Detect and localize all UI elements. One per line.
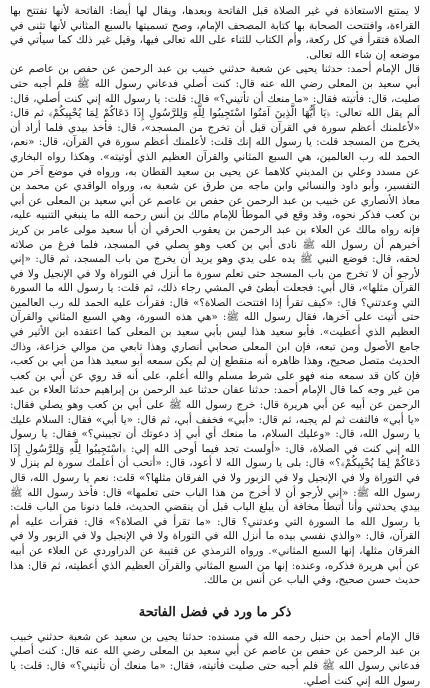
body-paragraph-1: لا يمتنع الاستعاذة في غير الصلاة قبل الفاتحة وبعدها، ويقال لها أيضا: الفاتحة لأنها تفتتح بها القراءة، وافتتحت الصحابة بها كتابة المصحف الإمام، وصح تسميتها بالسبع المثاني لأنها تثنى في الصلاة فتقرأ في كل ركعة، وأم الكتاب للثناء على الله تعالى فيها، وقيل غير ذلك كما سيأتي في موضعه إن شاء الله تعالى. [10,5,420,61]
body-paragraph-2: قال الإمام أحمد: حدثنا يحيى عن شعبة حدثني خبيب بن عبد الرحمن عن حفص بن عاصم عن أبي سعيد بن المعلى رضي الله عنه قال: كنت أصلي فدعاني رسول الله ﷺ فلم أجبه حتى صليت، قال: فأتيته فقال: «ما منعك أن تأتيني؟» قال: قلت: يا رسول الله إني كنت أصلي، قال: ألم يقل الله تعالى: ﴿يَا أَيُّهَا الَّذِينَ آمَنُوا اسْتَجِيبُوا لِلَّهِ وَلِلرَّسُولِ إِذَا دَعَاكُمْ لِمَا يُحْيِيكُمْ﴾ ثم قال: «لأعلمنك أعظم سورة في القرآن قبل أن تخرج من المسجد»، قال: فأخذ بيدي فلما أراد أن يخرج من المسجد قلت: يا رسول الله إنك قلت: لأعلمنك أعظم سورة في القرآن، قال: «نعم، الحمد لله رب العالمين، هي السبع المثاني والقرآن العظيم الذي أوتيته». وهكذا رواه البخاري عن مسدد وعلي بن المديني كلاهما عن يحيى بن سعيد القطان به، ورواه في موضع آخر من التفسير، وأبو داود والنسائي وابن ماجه من طرق عن شعبة به، ورواه الواقدي عن محمد بن معاذ الأنصاري عن خبيب بن عبد الرحمن عن حفص بن عاصم عن أبي سعيد بن المعلى عن أبي بن كعب فذكر نحوه، وقد وقع في الموطأ للإمام مالك بن أنس رحمه الله ما ينبغي التنبيه عليه، فإنه رواه مالك عن العلاء بن عبد الرحمن بن يعقوب الحرقي أن أبا سعيد مولى عامر بن كريز أخبرهم أن رسول الله ﷺ نادى أبي بن كعب وهو يصلي في المسجد، فلما فرغ من صلاته لحقه، قال: فوضع النبي ﷺ يده على يدي وهو يريد أن يخرج من باب المسجد، ثم قال: «إني لأرجو أن لا تخرج من باب المسجد حتى تعلم سورة ما أنزل في التوراة ولا في الإنجيل ولا في القرآن مثلها»، قال أبي: فجعلت أبطئ في المشي رجاء ذلك، ثم قلت: يا رسول الله ما السورة التي وعدتني؟ قال: «كيف تقرأ إذا افتتحت الصلاة؟» قال: فقرأت عليه الحمد لله رب العالمين حتى أتيت على آخرها، فقال رسول الله ﷺ: «هي هذه السورة، وهي السبع المثاني والقرآن العظيم الذي أعطيت». فأبو سعيد هذا ليس بأبي سعيد بن المعلى كما اعتقده ابن الأثير في جامع الأصول ومن تبعه، فإن ابن المعلى صحابي أنصاري وهذا تابعي من موالي خزاعة، وذاك الحديث متصل صحيح، وهذا ظاهره أنه منقطع إن لم يكن سمعه أبو سعيد هذا من أبي بن كعب، فإن كان قد سمعه منه فهو على شرط مسلم والله أعلم، على أنه قد روي عن أبي بن كعب من غير وجه كما قال الإمام أحمد: حدثنا عفان حدثنا عبد الرحمن بن إبراهيم حدثنا العلاء بن عبد الرحمن عن أبيه عن أبي هريرة قال: خرج رسول الله ﷺ على أبي بن كعب وهو يصلي فقال: «يا أبي» فالتفت ثم لم يجبه، ثم قال: «أبي» فخفف أبي، ثم قال: «يا أبي» فقال: السلام عليك يا رسول الله، قال: «وعليك السلام، ما منعك أي أبي إذ دعوتك أن تجيبني؟» فقال: يا رسول الله إني كنت في الصلاة، قال: «أولست تجد فيما أوحى الله إلي: ﴿اسْتَجِيبُوا لِلَّهِ وَلِلرَّسُولِ إِذَا دَعَاكُمْ لِمَا يُحْيِيكُمْ﴾؟» قال: بلى يا رسول الله لا أعود، قال: «أتحب أن أعلمك سورة لم ينزل لا في التوراة ولا في الإنجيل ولا في الزبور ولا في الفرقان مثلها؟» قلت: نعم يا رسول الله، قال رسول الله ﷺ: «إني لأرجو أن لا أخرج من هذا الباب حتى تعلمها» قال: فأخذ رسول الله ﷺ بيدي يحدثني وأنا أتبطأ مخافة أن يبلغ الباب قبل أن ينقضي الحديث، فلما دنونا من الباب قلت: يا رسول الله ما السورة التي وعدتني؟ قال: «ما تقرأ في الصلاة؟» قال: فقرأت عليه أم القرآن، قال: «والذي نفسي بيده ما أنزل الله في التوراة ولا في الإنجيل ولا في الزبور ولا في الفرقان مثلها، إنها السبع المثاني». ورواه الترمذي عن قتيبة عن الدراوردي عن العلاء عن أبيه عن أبي هريرة فذكره، وعنده: إنها من السبع المثاني والقرآن العظيم الذي أعطيته، ثم قال: هذا حديث حسن صحيح، وفي الباب عن أنس بن مالك. [10,63,420,587]
section-heading: ذكر ما ورد في فضل الفاتحة [138,604,292,620]
closing-paragraph: قال الإمام أحمد بن حنبل رحمه الله في مسنده: حدثنا يحيى بن سعيد عن شعبة حدثني خبيب بن عبد الرحمن عن حفص بن عاصم عن أبي سعيد بن المعلى رضي الله عنه قال: كنت أصلي فدعاني رسول الله ﷺ فلم أجبه حتى صليت فأتيته، فقال: «ما منعك أن تأتيني؟» قال: قلت: يا رسول الله إني كنت أصلي. [10,630,420,687]
